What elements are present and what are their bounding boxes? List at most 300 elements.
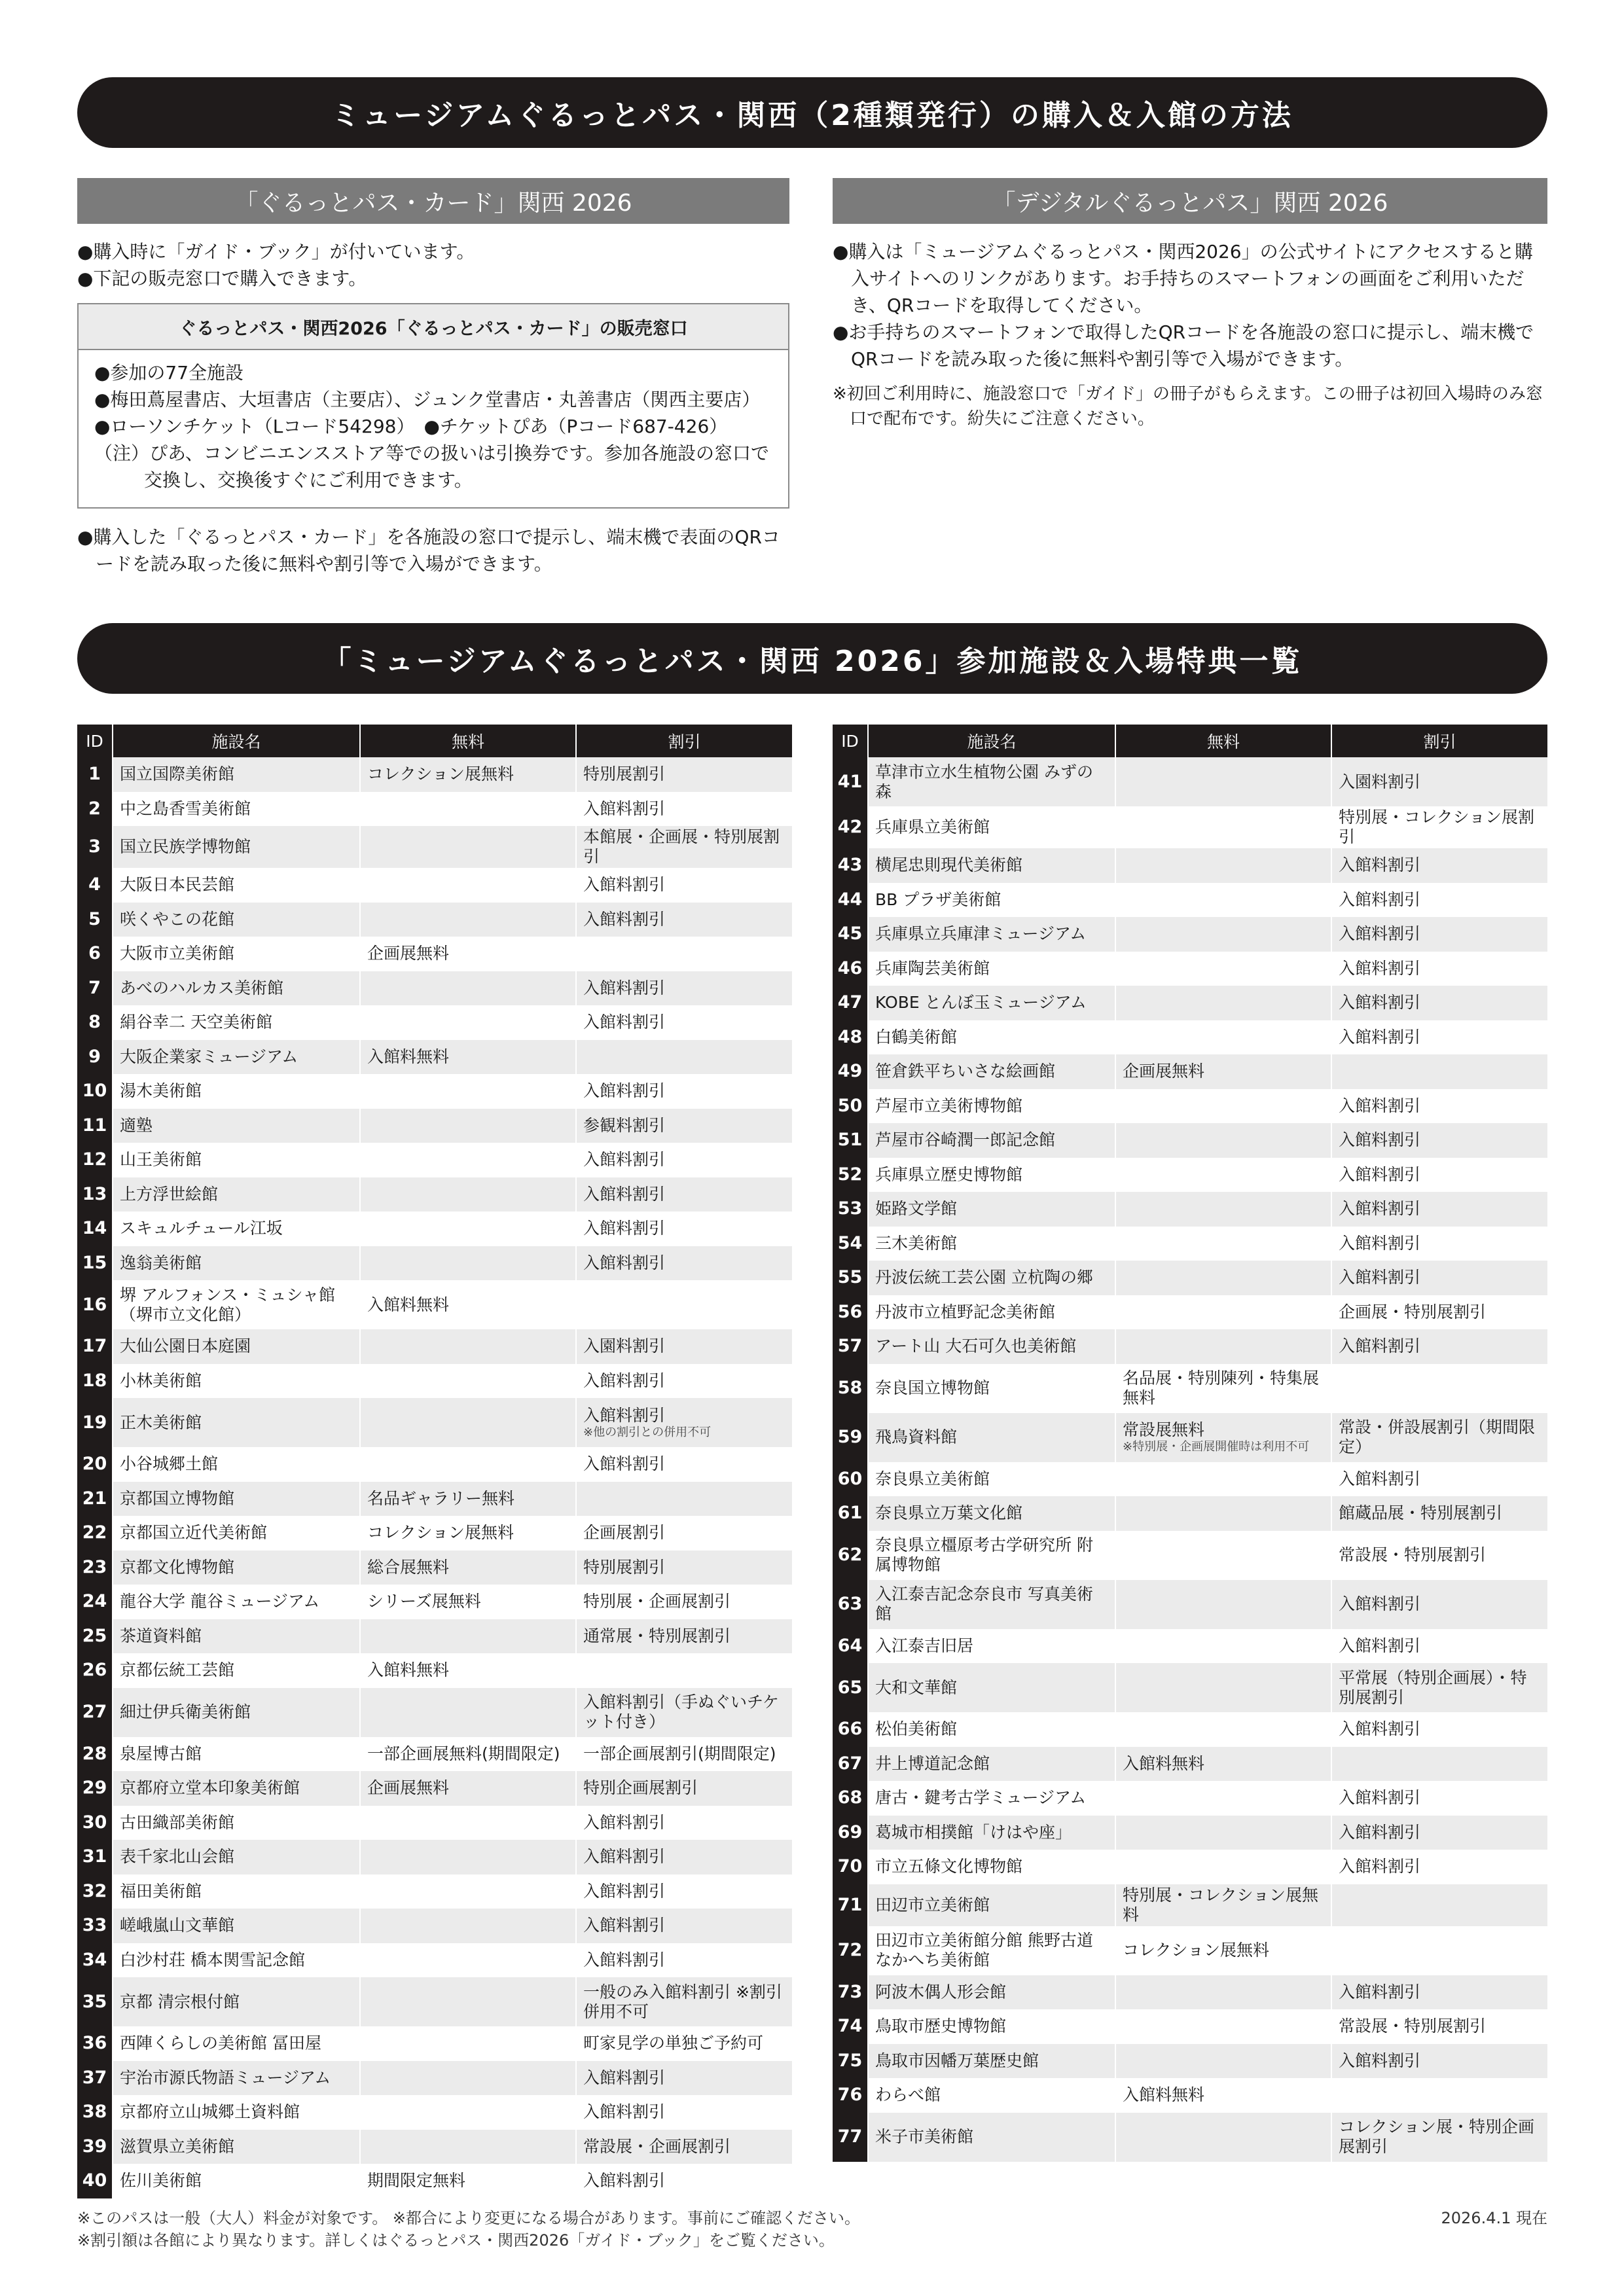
discount-benefit: 入館料割引: [576, 792, 792, 827]
free-benefit: [1115, 1089, 1331, 1124]
facility-id: 36: [77, 2026, 113, 2061]
facility-name: 龍谷大学 龍谷ミュージアム: [113, 1585, 360, 1619]
facility-id: 18: [77, 1364, 113, 1399]
discount-benefit: [1331, 2078, 1547, 2113]
facility-name: 茶道資料館: [113, 1619, 360, 1654]
table-row: [833, 2113, 1547, 2162]
free-benefit: [360, 1177, 576, 1212]
facility-id: 69: [833, 1816, 868, 1850]
discount-benefit: 入館料割引: [1331, 1462, 1547, 1497]
table-row: [833, 806, 1547, 848]
free-benefit: 特別展・コレクション展無料: [1115, 1884, 1331, 1926]
free-benefit: [360, 1398, 576, 1447]
free-benefit: [1115, 1663, 1331, 1712]
discount-benefit: 入館料割引: [1331, 1816, 1547, 1850]
table-row: [77, 1585, 792, 1619]
facility-id: 3: [77, 826, 113, 868]
free-benefit: [360, 1143, 576, 1177]
free-benefit: [1115, 917, 1331, 952]
discount-benefit: 入館料割引: [1331, 952, 1547, 986]
facility-id: 55: [833, 1261, 868, 1295]
free-benefit: [1115, 2044, 1331, 2079]
facility-name: 横尾忠則現代美術館: [868, 848, 1115, 883]
facility-name: わらべ館: [868, 2078, 1115, 2113]
discount-benefit: 入館料割引: [1331, 1261, 1547, 1295]
facility-id: 10: [77, 1074, 113, 1109]
sales-outlet-line: ●ローソンチケット（Lコード54298） ●チケットぴあ（Pコード687-426）: [94, 416, 728, 437]
card-usage-text: ●購入した「ぐるっとパス・カード」を各施設の窓口で提示し、端末機で表面のQRコードを読み取った後に無料や割引等で入場ができます。: [77, 526, 780, 575]
discount-benefit-note: ※他の割引との併用不可: [583, 1425, 712, 1439]
free-benefit: [1115, 806, 1331, 848]
table-row: [77, 1280, 792, 1329]
facility-id: 19: [77, 1398, 113, 1447]
digital-bullets: [833, 238, 1547, 431]
discount-benefit: 入館料割引: [576, 868, 792, 903]
discount-benefit: 一部企画展割引(期間限定): [576, 1737, 792, 1772]
facility-id: 7: [77, 971, 113, 1006]
facility-id: 31: [77, 1840, 113, 1874]
facility-id: 61: [833, 1496, 868, 1531]
facility-name: 入江泰吉記念奈良市 写真美術館: [868, 1580, 1115, 1629]
discount-benefit: 入館料割引: [576, 1364, 792, 1399]
facility-id: 27: [77, 1688, 113, 1737]
discount-benefit: [1331, 1747, 1547, 1782]
free-benefit: [360, 2130, 576, 2164]
col-header-free: 無料: [360, 725, 576, 757]
facility-id: 45: [833, 917, 868, 952]
facility-id: 54: [833, 1227, 868, 1261]
facility-id: 40: [77, 2164, 113, 2198]
facility-id: 47: [833, 986, 868, 1020]
discount-benefit: 入館料割引: [576, 2095, 792, 2130]
facility-name: 宇治市源氏物語ミュージアム: [113, 2061, 360, 2096]
free-benefit: 企画展無料: [360, 1771, 576, 1806]
free-benefit: [360, 2061, 576, 2096]
facility-name: 草津市立水生植物公園 みずの森: [868, 757, 1115, 806]
discount-benefit: [576, 1653, 792, 1688]
free-benefit: [360, 903, 576, 937]
facility-id: 8: [77, 1005, 113, 1040]
card-bullet: ●下記の販売窓口で購入できます。: [77, 268, 367, 289]
table-row: [833, 1158, 1547, 1193]
free-benefit: [1115, 848, 1331, 883]
table-row: [77, 1005, 792, 1040]
discount-benefit: 常設展・特別展割引: [1331, 2009, 1547, 2044]
free-benefit: [360, 1943, 576, 1978]
facility-name: 山王美術館: [113, 1143, 360, 1177]
table-row: [77, 1874, 792, 1909]
facility-name: 福田美術館: [113, 1874, 360, 1909]
discount-benefit: 入館料割引: [1331, 1329, 1547, 1364]
facility-name: 京都国立博物館: [113, 1482, 360, 1516]
facility-name: 京都国立近代美術館: [113, 1516, 360, 1551]
free-benefit: [1115, 883, 1331, 918]
discount-benefit: 特別展割引: [576, 1551, 792, 1585]
table-row: [77, 1246, 792, 1281]
facility-name: 田辺市立美術館: [868, 1884, 1115, 1926]
free-benefit: [1115, 1261, 1331, 1295]
table-row: [833, 1816, 1547, 1850]
facility-id: 17: [77, 1329, 113, 1364]
free-benefit: 名品展・特別陳列・特集展無料: [1115, 1364, 1331, 1413]
digital-note: ※初回ご利用時に、施設窓口で「ガイド」の冊子がもらえます。この冊子は初回入場時のみ窓口で配布です。紛失にご注意ください。: [833, 384, 1543, 429]
table-row: [833, 1747, 1547, 1782]
facility-id: 30: [77, 1806, 113, 1840]
free-benefit: 常設展無料 ※特別展・企画展開催時は利用不可: [1115, 1413, 1331, 1462]
footer-note: ※割引額は各館により異なります。詳しくはぐるっとパス・関西2026「ガイド・ブック」をご覧ください。: [77, 2231, 835, 2250]
facility-name: 咲くやこの花館: [113, 903, 360, 937]
facility-id: 6: [77, 937, 113, 971]
free-benefit: [360, 1688, 576, 1737]
discount-benefit: 入館料割引: [1331, 986, 1547, 1020]
facility-id: 13: [77, 1177, 113, 1212]
facility-name: 芦屋市谷崎潤一郎記念館: [868, 1123, 1115, 1158]
free-benefit: [1115, 1020, 1331, 1055]
facility-id: 65: [833, 1663, 868, 1712]
table-row: [833, 1261, 1547, 1295]
discount-benefit: 入館料割引: [1331, 1020, 1547, 1055]
discount-benefit: コレクション展・特別企画展割引: [1331, 2113, 1547, 2162]
facility-name: 小谷城郷土館: [113, 1447, 360, 1482]
facility-id: 49: [833, 1054, 868, 1089]
facility-id: 43: [833, 848, 868, 883]
facility-name: 兵庫県立美術館: [868, 806, 1115, 848]
table-row: [833, 1884, 1547, 1926]
discount-benefit: 常設・併設展割引（期間限定）: [1331, 1413, 1547, 1462]
free-benefit: [360, 1211, 576, 1246]
table-row: [833, 1850, 1547, 1884]
facility-name: 滋賀県立美術館: [113, 2130, 360, 2164]
free-benefit: [1115, 1975, 1331, 2010]
discount-benefit: 入館料割引: [576, 1143, 792, 1177]
table-row: [77, 2061, 792, 2096]
facility-name: BB プラザ美術館: [868, 883, 1115, 918]
facility-name: 表千家北山会館: [113, 1840, 360, 1874]
free-benefit: [1115, 1158, 1331, 1193]
discount-benefit: 入館料割引: [576, 1074, 792, 1109]
sales-outlets-title: ぐるっとパス・関西2026「ぐるっとパス・カード」の販売窓口: [79, 304, 788, 350]
table-row: [833, 952, 1547, 986]
table-row: [833, 1364, 1547, 1413]
table-row: [77, 1177, 792, 1212]
facility-id: 21: [77, 1482, 113, 1516]
facility-name: 丹波伝統工芸公園 立杭陶の郷: [868, 1261, 1115, 1295]
free-benefit: [360, 792, 576, 827]
free-benefit: [1115, 1781, 1331, 1816]
facility-id: 42: [833, 806, 868, 848]
free-benefit: [360, 1447, 576, 1482]
discount-benefit: 平常展（特別企画展）・特別展割引: [1331, 1663, 1547, 1712]
table-row: [77, 1143, 792, 1177]
discount-benefit: 入館料割引: [576, 1005, 792, 1040]
table-row: [77, 2164, 792, 2198]
discount-benefit: 入館料割引（手ぬぐいチケット付き）: [576, 1688, 792, 1737]
free-benefit: コレクション展無料: [360, 757, 576, 792]
table-row: [77, 826, 792, 868]
facility-name: 大阪日本民芸館: [113, 868, 360, 903]
free-benefit: [360, 1005, 576, 1040]
facility-id: 14: [77, 1211, 113, 1246]
table-row: [77, 1771, 792, 1806]
facility-id: 72: [833, 1926, 868, 1975]
free-benefit: [360, 1909, 576, 1943]
facility-name: 松伯美術館: [868, 1712, 1115, 1747]
facility-id: 53: [833, 1192, 868, 1227]
free-benefit: [1115, 757, 1331, 806]
facility-name: 嵯峨嵐山文華館: [113, 1909, 360, 1943]
discount-benefit: 入館料割引: [1331, 1192, 1547, 1227]
facility-name: 葛城市相撲館「けはや座」: [868, 1816, 1115, 1850]
facility-name: 京都文化博物館: [113, 1551, 360, 1585]
discount-benefit: [576, 1040, 792, 1075]
free-benefit: [360, 1806, 576, 1840]
free-benefit: [360, 971, 576, 1006]
facility-name: 兵庫県立歴史博物館: [868, 1158, 1115, 1193]
discount-benefit: 常設展・企画展割引: [576, 2130, 792, 2164]
facility-name: 京都 清宗根付館: [113, 1977, 360, 2026]
table-row: [833, 1413, 1547, 1462]
facility-id: 52: [833, 1158, 868, 1193]
free-benefit: コレクション展無料: [1115, 1926, 1331, 1975]
table-row: [833, 1192, 1547, 1227]
free-benefit: [360, 1977, 576, 2026]
discount-benefit: 常設展・特別展割引: [1331, 1531, 1547, 1580]
table-row: [833, 1227, 1547, 1261]
facility-id: 15: [77, 1246, 113, 1281]
table-row: [77, 1737, 792, 1772]
discount-benefit: 入館料割引: [576, 1909, 792, 1943]
col-header-id: ID: [77, 725, 113, 757]
facility-name: KOBE とんぼ玉ミュージアム: [868, 986, 1115, 1020]
facility-name: 奈良県立万葉文化館: [868, 1496, 1115, 1531]
free-benefit: 入館料無料: [1115, 2078, 1331, 2113]
free-benefit: [1115, 2009, 1331, 2044]
free-benefit: [360, 1246, 576, 1281]
table-row: [77, 1040, 792, 1075]
discount-benefit: [1331, 1884, 1547, 1926]
discount-benefit: 本館展・企画展・特別展割引: [576, 826, 792, 868]
table-row: [77, 1447, 792, 1482]
table-row: [833, 986, 1547, 1020]
facility-id: 11: [77, 1109, 113, 1143]
discount-benefit: 入館料割引: [576, 2164, 792, 2198]
facility-name: 適塾: [113, 1109, 360, 1143]
facility-name: 国立国際美術館: [113, 757, 360, 792]
facility-id: 34: [77, 1943, 113, 1978]
table-row: [833, 1123, 1547, 1158]
facility-id: 66: [833, 1712, 868, 1747]
table-row: [77, 1653, 792, 1688]
facility-name: 正木美術館: [113, 1398, 360, 1447]
table-row: [77, 937, 792, 971]
free-benefit: [360, 1619, 576, 1654]
discount-benefit: 入館料割引: [576, 1943, 792, 1978]
free-benefit: [360, 2026, 576, 2061]
facility-id: 44: [833, 883, 868, 918]
facility-name: 京都府立山城郷土資料館: [113, 2095, 360, 2130]
facility-name: 白鶴美術館: [868, 1020, 1115, 1055]
facility-id: 4: [77, 868, 113, 903]
free-benefit: [1115, 2113, 1331, 2162]
discount-benefit: 入館料割引: [1331, 1089, 1547, 1124]
facility-name: 奈良県立美術館: [868, 1462, 1115, 1497]
free-benefit: 総合展無料: [360, 1551, 576, 1585]
card-usage: [77, 524, 789, 577]
free-benefit: [1115, 1227, 1331, 1261]
digital-section-header: 「デジタルぐるっとパス」関西 2026: [833, 178, 1547, 224]
table-row: [833, 1629, 1547, 1664]
facility-id: 75: [833, 2044, 868, 2079]
table-row: [77, 1364, 792, 1399]
discount-benefit: 入館料割引: [1331, 1158, 1547, 1193]
discount-benefit: 入館料割引: [576, 1806, 792, 1840]
facility-name: 絹谷幸二 天空美術館: [113, 1005, 360, 1040]
facility-id: 68: [833, 1781, 868, 1816]
free-benefit: [1115, 1850, 1331, 1884]
facility-name: 姫路文学館: [868, 1192, 1115, 1227]
discount-benefit: [1331, 1364, 1547, 1413]
discount-benefit: 入館料割引: [576, 971, 792, 1006]
facility-name: 鳥取市歴史博物館: [868, 2009, 1115, 2044]
facility-id: 58: [833, 1364, 868, 1413]
table-row: [77, 1398, 792, 1447]
facility-name: 古田織部美術館: [113, 1806, 360, 1840]
free-benefit: [1115, 952, 1331, 986]
free-benefit: [360, 826, 576, 868]
table-row: [77, 1109, 792, 1143]
table-row: [833, 917, 1547, 952]
table-row: [833, 757, 1547, 806]
facility-name: 湯木美術館: [113, 1074, 360, 1109]
free-benefit: [360, 2095, 576, 2130]
free-benefit: [360, 1840, 576, 1874]
discount-benefit: 入園料割引: [1331, 757, 1547, 806]
facility-name: 逸翁美術館: [113, 1246, 360, 1281]
facility-id: 2: [77, 792, 113, 827]
discount-benefit: 入館料割引: [1331, 1781, 1547, 1816]
section-title-purchase: ミュージアムぐるっとパス・関西（2種類発行）の購入＆入館の方法: [77, 77, 1547, 148]
discount-benefit: [576, 1482, 792, 1516]
free-benefit: 企画展無料: [360, 937, 576, 971]
free-benefit: [360, 1074, 576, 1109]
free-benefit: 期間限定無料: [360, 2164, 576, 2198]
discount-benefit: 企画展割引: [576, 1516, 792, 1551]
discount-benefit: 入館料割引: [1331, 883, 1547, 918]
facility-id: 24: [77, 1585, 113, 1619]
facility-name: 国立民族学博物館: [113, 826, 360, 868]
digital-bullet: ●お手持ちのスマートフォンで取得したQRコードを各施設の窓口に提示し、端末機でQRコードを読み取った後に無料や割引等で入場ができます。: [833, 321, 1534, 370]
facility-name: 鳥取市因幡万葉歴史館: [868, 2044, 1115, 2079]
discount-benefit: 館蔵品展・特別展割引: [1331, 1496, 1547, 1531]
free-benefit: [360, 1329, 576, 1364]
facility-name: 笹倉鉄平ちいさな絵画館: [868, 1054, 1115, 1089]
facility-id: 77: [833, 2113, 868, 2162]
free-benefit: [360, 1874, 576, 1909]
discount-benefit: 町家見学の単独ご予約可: [576, 2026, 792, 2061]
card-bullet: ●購入時に「ガイド・ブック」が付いています。: [77, 241, 475, 262]
table-row: [77, 971, 792, 1006]
table-row: [833, 1781, 1547, 1816]
table-row: [77, 2095, 792, 2130]
free-benefit: [1115, 1496, 1331, 1531]
table-row: [77, 792, 792, 827]
facility-id: 63: [833, 1580, 868, 1629]
free-benefit: 入館料無料: [1115, 1747, 1331, 1782]
table-row: [833, 2044, 1547, 2079]
facility-id: 73: [833, 1975, 868, 2010]
discount-benefit: 入館料割引: [576, 2061, 792, 2096]
facility-name: 佐川美術館: [113, 2164, 360, 2198]
facility-id: 9: [77, 1040, 113, 1075]
discount-benefit: 企画展・特別展割引: [1331, 1295, 1547, 1330]
free-benefit: [1115, 1580, 1331, 1629]
facility-name: 京都伝統工芸館: [113, 1653, 360, 1688]
table-row: [77, 1551, 792, 1585]
facility-name: 白沙村荘 橋本関雪記念館: [113, 1943, 360, 1978]
free-benefit: 企画展無料: [1115, 1054, 1331, 1089]
discount-benefit: 特別展・企画展割引: [576, 1585, 792, 1619]
table-row: [833, 1496, 1547, 1531]
facility-id: 56: [833, 1295, 868, 1330]
table-row: [833, 1462, 1547, 1497]
discount-benefit: 入館料割引: [1331, 1712, 1547, 1747]
facility-name: 田辺市立美術館分館 熊野古道なかへち美術館: [868, 1926, 1115, 1975]
discount-benefit: 入館料割引: [1331, 1629, 1547, 1664]
table-row: [833, 2009, 1547, 2044]
table-row: [833, 2078, 1547, 2113]
facility-name: 大阪企業家ミュージアム: [113, 1040, 360, 1075]
table-row: [77, 1516, 792, 1551]
facility-id: 22: [77, 1516, 113, 1551]
free-benefit: [1115, 1123, 1331, 1158]
facility-name: 丹波市立植野記念美術館: [868, 1295, 1115, 1330]
facility-name: 唐古・鍵考古学ミュージアム: [868, 1781, 1115, 1816]
free-benefit: [1115, 1329, 1331, 1364]
facility-name: 奈良国立博物館: [868, 1364, 1115, 1413]
facility-id: 39: [77, 2130, 113, 2164]
discount-benefit: 入館料割引 ※他の割引との併用不可: [576, 1398, 792, 1447]
discount-benefit: 通常展・特別展割引: [576, 1619, 792, 1654]
footer-notes: [77, 2207, 1321, 2251]
free-benefit: [1115, 1816, 1331, 1850]
table-row: [77, 1943, 792, 1978]
discount-benefit: 入館料割引: [1331, 1580, 1547, 1629]
facility-id: 62: [833, 1531, 868, 1580]
discount-benefit: 入館料割引: [576, 1211, 792, 1246]
discount-benefit: 入園料割引: [576, 1329, 792, 1364]
table-row: [77, 868, 792, 903]
facility-name: 芦屋市立美術博物館: [868, 1089, 1115, 1124]
facility-id: 23: [77, 1551, 113, 1585]
table-row: [77, 1211, 792, 1246]
facility-id: 57: [833, 1329, 868, 1364]
table-row: [77, 1482, 792, 1516]
table-row: [77, 1909, 792, 1943]
sales-outlets-box: [77, 303, 789, 509]
free-benefit: [360, 1364, 576, 1399]
facility-id: 74: [833, 2009, 868, 2044]
free-benefit: シリーズ展無料: [360, 1585, 576, 1619]
discount-benefit: 特別展・コレクション展割引: [1331, 806, 1547, 848]
table-row: [833, 1054, 1547, 1089]
facility-id: 25: [77, 1619, 113, 1654]
facility-name: 兵庫陶芸美術館: [868, 952, 1115, 986]
free-benefit: [1115, 1462, 1331, 1497]
discount-benefit: 特別展割引: [576, 757, 792, 792]
table-row: [77, 1074, 792, 1109]
sales-outlet-line: ●梅田蔦屋書店、大垣書店（主要店）、ジュンク堂書店・丸善書店（関西主要店）: [94, 389, 761, 410]
table-row: [77, 1977, 792, 2026]
